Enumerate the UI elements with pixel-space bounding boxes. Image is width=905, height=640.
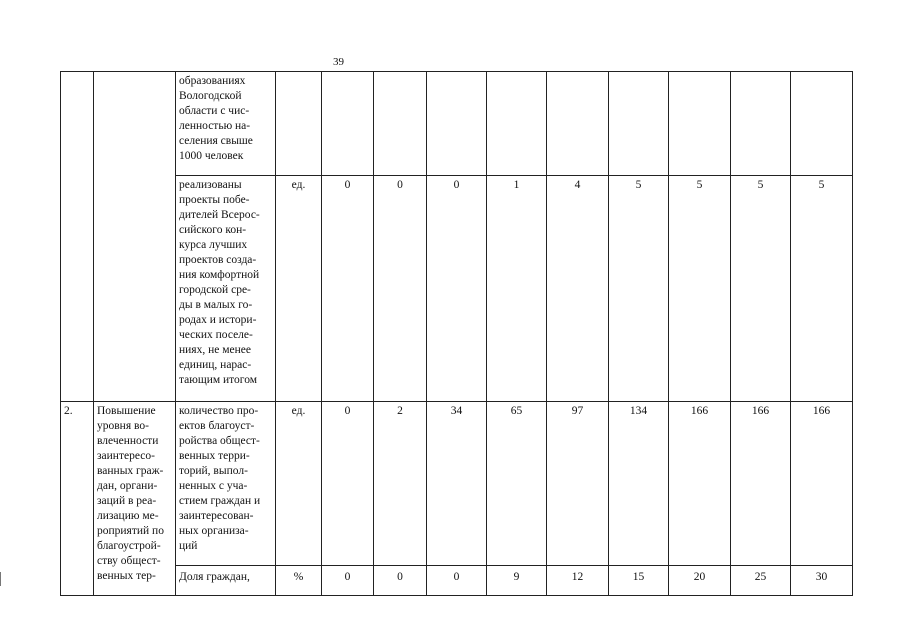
unit-cell (276, 72, 322, 176)
value-cell (487, 72, 547, 176)
value-cell: 65 (487, 402, 547, 566)
indicator-line: ниях, не менее (179, 344, 251, 356)
value-cell: 97 (547, 402, 609, 566)
indicator-line: курса лучших (179, 239, 248, 251)
value-cell: 4 (547, 176, 609, 402)
value-cell: 12 (547, 566, 609, 596)
value-cell: 5 (731, 176, 791, 402)
indicator-line: заинтересован- (179, 510, 254, 522)
indicator-line: ленностью на- (179, 120, 251, 132)
indicator-line: ния комфортной (179, 269, 260, 281)
page-number: 39 (333, 56, 344, 68)
value-cell (731, 72, 791, 176)
task-description-line: венных тер- (97, 570, 156, 582)
indicator-line: проектов созда- (179, 254, 257, 266)
value-cell: 0 (427, 176, 487, 402)
indicator-line: тающим итогом (179, 374, 258, 386)
task-description-line: ванных граж- (97, 465, 164, 477)
indicator-line: торий, выпол- (179, 465, 248, 477)
indicator-line: Вологодской (179, 90, 242, 102)
value-cell: 34 (427, 402, 487, 566)
indicators-table (60, 71, 853, 596)
indicator-line: Доля граждан, (179, 571, 250, 583)
value-cell: 0 (322, 402, 374, 566)
indicator-line: ций (179, 540, 198, 552)
indicator-cell (176, 566, 276, 596)
indicator-line: родах и истори- (179, 314, 257, 326)
value-cell (374, 72, 427, 176)
indicator-line: ных организа- (179, 525, 249, 537)
value-cell: 25 (731, 566, 791, 596)
value-cell: 9 (487, 566, 547, 596)
task-description-line: лизацию ме- (97, 510, 159, 522)
indicator-line: ненных с уча- (179, 480, 248, 492)
indicator-line: образованиях (179, 75, 246, 87)
indicator-line: проекты побе- (179, 194, 250, 206)
task-number-cell (61, 72, 94, 402)
task-description-cell (94, 72, 176, 402)
task-description-line: Повышение (97, 405, 156, 417)
indicator-line: реализованы (179, 179, 242, 191)
value-cell: 166 (731, 402, 791, 566)
value-cell: 5 (791, 176, 853, 402)
value-cell: 30 (791, 566, 853, 596)
unit-cell: ед. (276, 176, 322, 402)
value-cell: 5 (669, 176, 731, 402)
table-row (61, 566, 853, 596)
table-row (61, 72, 853, 176)
value-cell (791, 72, 853, 176)
task-description-line: заций в реа- (97, 495, 157, 507)
task-number-cell: 2. (61, 402, 94, 596)
value-cell: 2 (374, 402, 427, 566)
value-cell: 0 (322, 176, 374, 402)
value-cell: 1 (487, 176, 547, 402)
margin-mark (0, 572, 6, 586)
indicator-line: сийского кон- (179, 224, 247, 236)
indicator-line: городской сре- (179, 284, 251, 296)
table-row (61, 402, 853, 566)
task-description-line: дан, органи- (97, 480, 158, 492)
indicator-line: ды в малых го- (179, 299, 253, 311)
value-cell: 0 (374, 566, 427, 596)
indicator-line: количество про- (179, 405, 259, 417)
value-cell: 166 (791, 402, 853, 566)
unit-cell: ед. (276, 402, 322, 566)
table-row (61, 176, 853, 402)
value-cell (427, 72, 487, 176)
indicator-cell (176, 176, 276, 402)
task-description-line: ству общест- (97, 555, 161, 567)
indicator-line: стием граждан и (179, 495, 261, 507)
indicator-line: области с чис- (179, 105, 250, 117)
indicator-line: селения свыше (179, 135, 253, 147)
value-cell: 0 (427, 566, 487, 596)
indicator-line: единиц, нарас- (179, 359, 252, 371)
value-cell (609, 72, 669, 176)
value-cell (322, 72, 374, 176)
indicator-line: ройства общест- (179, 435, 260, 447)
value-cell: 20 (669, 566, 731, 596)
value-cell: 5 (609, 176, 669, 402)
task-description-line: благоустрой- (97, 540, 161, 552)
task-description-line: роприятий по (97, 525, 164, 537)
value-cell: 0 (374, 176, 427, 402)
task-description-line: заинтересо- (97, 450, 155, 462)
indicator-line: венных терри- (179, 450, 250, 462)
unit-cell: % (276, 566, 322, 596)
value-cell: 15 (609, 566, 669, 596)
value-cell: 166 (669, 402, 731, 566)
indicator-line: 1000 человек (179, 150, 244, 162)
value-cell: 0 (322, 566, 374, 596)
value-cell (669, 72, 731, 176)
value-cell: 134 (609, 402, 669, 566)
task-description-line: уровня во- (97, 420, 149, 432)
task-description-cell (94, 402, 176, 596)
indicator-line: дителей Всерос- (179, 209, 260, 221)
value-cell (547, 72, 609, 176)
task-description-line: влеченности (97, 435, 159, 447)
indicator-cell (176, 402, 276, 566)
indicator-cell (176, 72, 276, 176)
indicator-line: ческих поселе- (179, 329, 253, 341)
indicator-line: ектов благоуст- (179, 420, 255, 432)
